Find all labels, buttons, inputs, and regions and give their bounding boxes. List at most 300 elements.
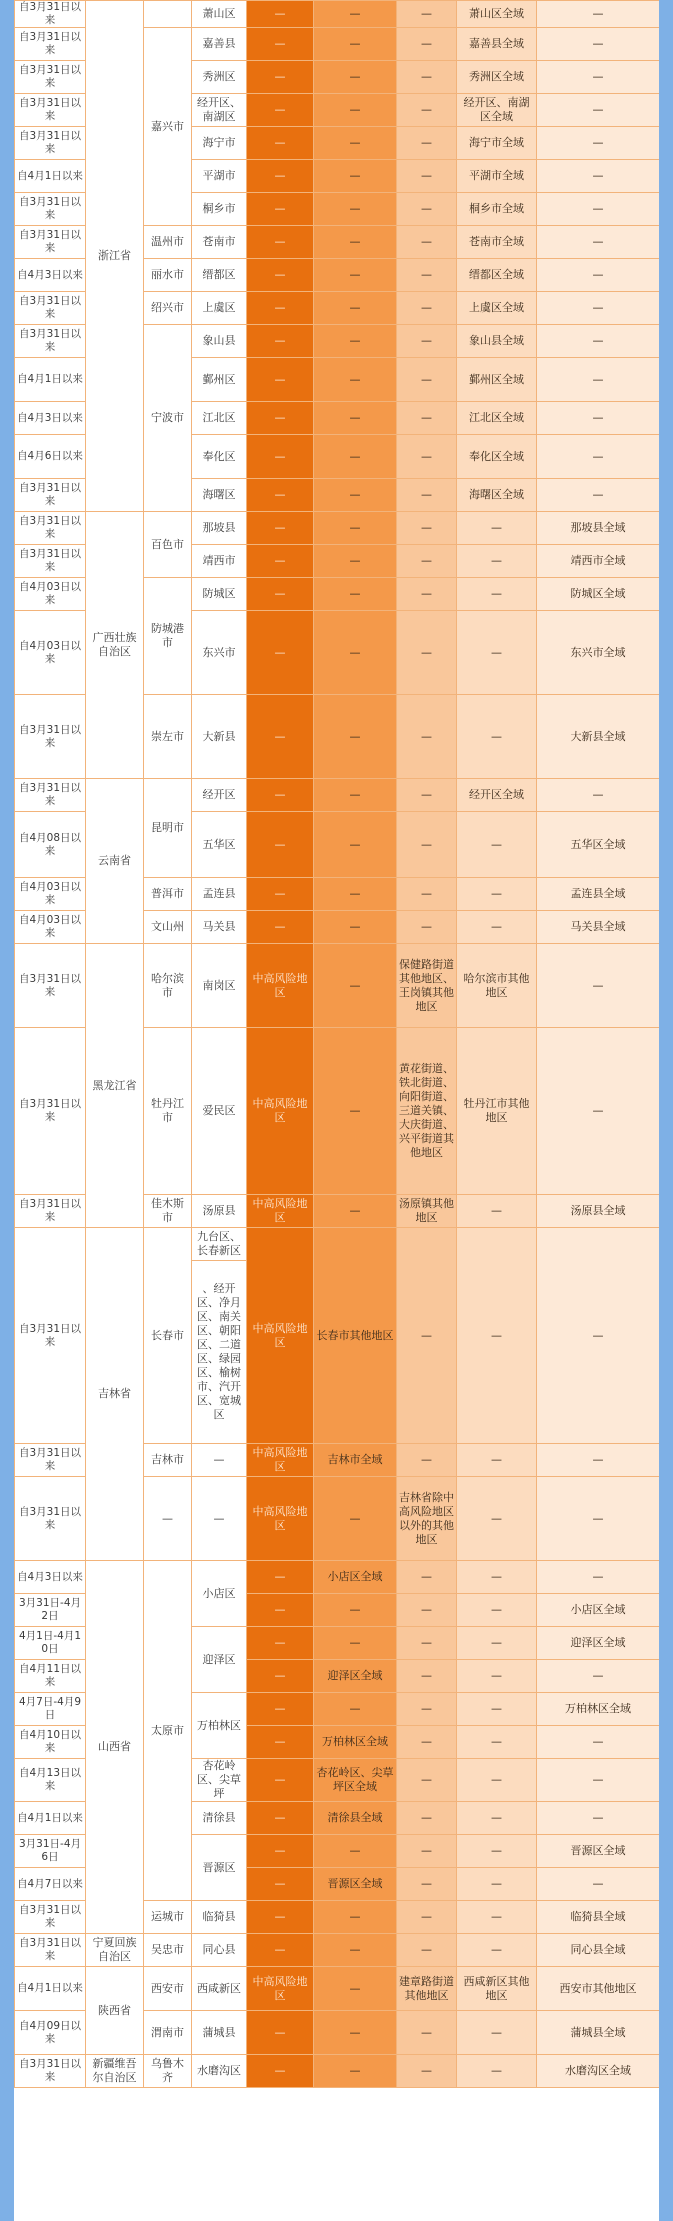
level3-cell: — bbox=[397, 1835, 457, 1868]
time-cell: 自4月7日以来 bbox=[15, 1868, 86, 1901]
level3-cell: — bbox=[397, 1561, 457, 1594]
time-cell: 自3月31日以来 bbox=[15, 2055, 86, 2088]
level2-cell: — bbox=[314, 1594, 397, 1627]
level4-cell: 奉化区全域 bbox=[457, 435, 537, 479]
province-cell: 山西省 bbox=[86, 1561, 144, 1934]
time-cell: 自4月1日以来 bbox=[15, 160, 86, 193]
level2-cell: — bbox=[314, 94, 397, 127]
city-cell: 乌鲁木齐 bbox=[144, 2055, 192, 2088]
level1-cell: 中高风险地区 bbox=[247, 1195, 314, 1228]
level1-cell: — bbox=[247, 193, 314, 226]
time-cell: 自4月13日以来 bbox=[15, 1759, 86, 1802]
district-cell: 西咸新区 bbox=[192, 1967, 247, 2011]
district-cell: 苍南市 bbox=[192, 226, 247, 259]
level2-cell: — bbox=[314, 2011, 397, 2055]
level4-cell: 苍南市全域 bbox=[457, 226, 537, 259]
district-cell: 平湖市 bbox=[192, 160, 247, 193]
level1-cell: 中高风险地区 bbox=[247, 1967, 314, 2011]
level2-cell: — bbox=[314, 512, 397, 545]
level3-cell: — bbox=[397, 28, 457, 61]
district-cell: 江北区 bbox=[192, 402, 247, 435]
level3-cell: — bbox=[397, 1802, 457, 1835]
level5-cell: — bbox=[537, 1726, 660, 1759]
level2-cell: 长春市其他地区 bbox=[314, 1228, 397, 1444]
level5-cell: — bbox=[537, 292, 660, 325]
district-cell: 马关县 bbox=[192, 911, 247, 944]
level1-cell: — bbox=[247, 94, 314, 127]
level1-cell: — bbox=[247, 1693, 314, 1726]
level3-cell: 汤原镇其他地区 bbox=[397, 1195, 457, 1228]
district-cell: 嘉善县 bbox=[192, 28, 247, 61]
level5-cell: — bbox=[537, 61, 660, 94]
level3-cell: — bbox=[397, 1, 457, 28]
district-cell: 上虞区 bbox=[192, 292, 247, 325]
time-cell: 自4月03日以来 bbox=[15, 911, 86, 944]
level3-cell: — bbox=[397, 695, 457, 779]
table-row bbox=[15, 1934, 660, 1967]
district-cell: 蒲城县 bbox=[192, 2011, 247, 2055]
level2-cell: — bbox=[314, 2055, 397, 2088]
district-cell: — bbox=[192, 1477, 247, 1561]
district-cell: 孟连县 bbox=[192, 878, 247, 911]
level5-cell: 蒲城县全域 bbox=[537, 2011, 660, 2055]
level1-cell: — bbox=[247, 878, 314, 911]
time-cell: 4月1日-4月10日 bbox=[15, 1627, 86, 1660]
level4-cell: 象山县全域 bbox=[457, 325, 537, 358]
level3-cell: 吉林省除中高风险地区以外的其他地区 bbox=[397, 1477, 457, 1561]
district-cell: 海宁市 bbox=[192, 127, 247, 160]
time-cell: 自4月3日以来 bbox=[15, 259, 86, 292]
city-cell: 太原市 bbox=[144, 1561, 192, 1901]
level4-cell: 海宁市全域 bbox=[457, 127, 537, 160]
level5-cell: — bbox=[537, 435, 660, 479]
district-cell: 大新县 bbox=[192, 695, 247, 779]
level2-cell: — bbox=[314, 259, 397, 292]
district-cell: 汤原县 bbox=[192, 1195, 247, 1228]
level5-cell: — bbox=[537, 94, 660, 127]
level5-cell: — bbox=[537, 127, 660, 160]
level2-cell: — bbox=[314, 61, 397, 94]
level5-cell: — bbox=[537, 325, 660, 358]
risk-area-table-sheet bbox=[14, 0, 659, 2221]
city-cell: 长春市 bbox=[144, 1228, 192, 1444]
level4-cell: — bbox=[457, 1759, 537, 1802]
level2-cell: 吉林市全域 bbox=[314, 1444, 397, 1477]
level2-cell: — bbox=[314, 1, 397, 28]
level3-cell: — bbox=[397, 193, 457, 226]
level2-cell: — bbox=[314, 1693, 397, 1726]
district-cell: 防城区 bbox=[192, 578, 247, 611]
level3-cell: — bbox=[397, 1934, 457, 1967]
level2-cell: — bbox=[314, 28, 397, 61]
time-cell: 自3月31日以来 bbox=[15, 94, 86, 127]
level2-cell: 晋源区全域 bbox=[314, 1868, 397, 1901]
time-cell: 自3月31日以来 bbox=[15, 1, 86, 28]
time-cell: 自4月6日以来 bbox=[15, 435, 86, 479]
city-cell: 运城市 bbox=[144, 1901, 192, 1934]
level3-cell: — bbox=[397, 1228, 457, 1444]
level1-cell: — bbox=[247, 1934, 314, 1967]
level1-cell: — bbox=[247, 435, 314, 479]
level4-cell: — bbox=[457, 1835, 537, 1868]
level3-cell: — bbox=[397, 435, 457, 479]
level2-cell: — bbox=[314, 1835, 397, 1868]
time-cell: 自3月31日以来 bbox=[15, 1028, 86, 1195]
level2-cell: — bbox=[314, 160, 397, 193]
district-cell: 靖西市 bbox=[192, 545, 247, 578]
level3-cell: — bbox=[397, 1759, 457, 1802]
city-cell: 崇左市 bbox=[144, 695, 192, 779]
level4-cell: — bbox=[457, 512, 537, 545]
level5-cell: — bbox=[537, 779, 660, 812]
level5-cell: 马关县全域 bbox=[537, 911, 660, 944]
level1-cell: — bbox=[247, 479, 314, 512]
level3-cell: — bbox=[397, 545, 457, 578]
time-cell: 自4月09日以来 bbox=[15, 2011, 86, 2055]
level4-cell: 鄞州区全域 bbox=[457, 358, 537, 402]
level4-cell: — bbox=[457, 1901, 537, 1934]
time-cell: 自3月31日以来 bbox=[15, 944, 86, 1028]
level4-cell: — bbox=[457, 1660, 537, 1693]
level3-cell: 建章路街道其他地区 bbox=[397, 1967, 457, 2011]
level5-cell: 汤原县全域 bbox=[537, 1195, 660, 1228]
level3-cell: — bbox=[397, 512, 457, 545]
city-cell: 普洱市 bbox=[144, 878, 192, 911]
province-cell: 新疆维吾尔自治区 bbox=[86, 2055, 144, 2088]
level3-cell: — bbox=[397, 358, 457, 402]
city-cell: 哈尔滨市 bbox=[144, 944, 192, 1028]
district-cell: 缙都区 bbox=[192, 259, 247, 292]
level2-cell: 杏花岭区、尖草坪区全域 bbox=[314, 1759, 397, 1802]
city-cell: 昆明市 bbox=[144, 779, 192, 878]
district-cell: 奉化区 bbox=[192, 435, 247, 479]
city-cell bbox=[144, 1, 192, 28]
district-cell: 水磨沟区 bbox=[192, 2055, 247, 2088]
level3-cell: — bbox=[397, 226, 457, 259]
district-cell: 迎泽区 bbox=[192, 1627, 247, 1693]
level4-cell: — bbox=[457, 1693, 537, 1726]
level2-cell: — bbox=[314, 812, 397, 878]
district-cell: 爱民区 bbox=[192, 1028, 247, 1195]
level4-cell: 秀洲区全域 bbox=[457, 61, 537, 94]
city-cell: 西安市 bbox=[144, 1967, 192, 2011]
level5-cell: — bbox=[537, 1561, 660, 1594]
level5-cell: — bbox=[537, 28, 660, 61]
level3-cell: — bbox=[397, 578, 457, 611]
district-cell: 秀洲区 bbox=[192, 61, 247, 94]
city-cell: 宁波市 bbox=[144, 325, 192, 512]
level3-cell: — bbox=[397, 1444, 457, 1477]
level5-cell: 西安市其他地区 bbox=[537, 1967, 660, 2011]
time-cell: 自4月03日以来 bbox=[15, 578, 86, 611]
level4-cell: — bbox=[457, 578, 537, 611]
time-cell: 自4月1日以来 bbox=[15, 1967, 86, 2011]
level3-cell: — bbox=[397, 259, 457, 292]
level2-cell: — bbox=[314, 545, 397, 578]
table-row bbox=[15, 1561, 660, 1594]
level3-cell: — bbox=[397, 94, 457, 127]
table-row bbox=[15, 1967, 660, 2011]
level1-cell: — bbox=[247, 545, 314, 578]
level1-cell: — bbox=[247, 2011, 314, 2055]
level5-cell: — bbox=[537, 944, 660, 1028]
level1-cell: — bbox=[247, 1726, 314, 1759]
time-cell: 自4月3日以来 bbox=[15, 402, 86, 435]
district-cell: — bbox=[192, 1444, 247, 1477]
level4-cell: 桐乡市全域 bbox=[457, 193, 537, 226]
time-cell: 自4月3日以来 bbox=[15, 1561, 86, 1594]
time-cell: 自3月31日以来 bbox=[15, 292, 86, 325]
level4-cell: 经开区全域 bbox=[457, 779, 537, 812]
district-cell: 万柏林区 bbox=[192, 1693, 247, 1759]
level3-cell: — bbox=[397, 1693, 457, 1726]
level5-cell: — bbox=[537, 1759, 660, 1802]
level5-cell: — bbox=[537, 226, 660, 259]
level5-cell: — bbox=[537, 1477, 660, 1561]
level3-cell: 保健路街道其他地区、王岗镇其他地区 bbox=[397, 944, 457, 1028]
level4-cell: — bbox=[457, 1444, 537, 1477]
table-row bbox=[15, 779, 660, 812]
level2-cell: — bbox=[314, 1934, 397, 1967]
level4-cell: 缙都区全域 bbox=[457, 259, 537, 292]
level5-cell: — bbox=[537, 402, 660, 435]
city-cell: 吉林市 bbox=[144, 1444, 192, 1477]
level5-cell: — bbox=[537, 1028, 660, 1195]
level5-cell: 孟连县全域 bbox=[537, 878, 660, 911]
level4-cell: — bbox=[457, 878, 537, 911]
level4-cell: — bbox=[457, 1195, 537, 1228]
time-cell: 自3月31日以来 bbox=[15, 479, 86, 512]
time-cell: 4月7日-4月9日 bbox=[15, 1693, 86, 1726]
level4-cell: — bbox=[457, 545, 537, 578]
level5-cell: 大新县全域 bbox=[537, 695, 660, 779]
level1-cell: — bbox=[247, 1, 314, 28]
district-cell: 临猗县 bbox=[192, 1901, 247, 1934]
level5-cell: 同心县全域 bbox=[537, 1934, 660, 1967]
district-cell: 小店区 bbox=[192, 1561, 247, 1627]
time-cell: 自3月31日以来 bbox=[15, 325, 86, 358]
time-cell: 自3月31日以来 bbox=[15, 695, 86, 779]
time-cell: 自4月08日以来 bbox=[15, 812, 86, 878]
city-cell: 渭南市 bbox=[144, 2011, 192, 2055]
level4-cell: 上虞区全域 bbox=[457, 292, 537, 325]
province-cell: 陕西省 bbox=[86, 1967, 144, 2055]
time-cell: 自4月03日以来 bbox=[15, 611, 86, 695]
level5-cell: — bbox=[537, 479, 660, 512]
level1-cell: — bbox=[247, 1561, 314, 1594]
level2-cell: — bbox=[314, 127, 397, 160]
level2-cell: — bbox=[314, 325, 397, 358]
district-cell: 海曙区 bbox=[192, 479, 247, 512]
level1-cell: 中高风险地区 bbox=[247, 1028, 314, 1195]
city-cell: 牡丹江市 bbox=[144, 1028, 192, 1195]
time-cell: 3月31日-4月2日 bbox=[15, 1594, 86, 1627]
level5-cell: 靖西市全域 bbox=[537, 545, 660, 578]
district-cell: 经开区 bbox=[192, 779, 247, 812]
level5-cell: — bbox=[537, 1228, 660, 1444]
table-row bbox=[15, 1, 660, 28]
level3-cell: — bbox=[397, 402, 457, 435]
level4-cell: — bbox=[457, 2055, 537, 2088]
level1-cell: — bbox=[247, 358, 314, 402]
level4-cell: 嘉善县全域 bbox=[457, 28, 537, 61]
level2-cell: — bbox=[314, 193, 397, 226]
level2-cell: — bbox=[314, 911, 397, 944]
district-cell: 、经开区、净月区、南关区、朝阳区、二道区、绿园区、榆树市、汽开区、宽城区 bbox=[192, 1261, 247, 1444]
level5-cell: 五华区全域 bbox=[537, 812, 660, 878]
level1-cell: 中高风险地区 bbox=[247, 944, 314, 1028]
risk-area-table bbox=[14, 0, 659, 2088]
time-cell: 自4月1日以来 bbox=[15, 358, 86, 402]
province-cell: 广西壮族自治区 bbox=[86, 512, 144, 779]
district-cell: 清徐县 bbox=[192, 1802, 247, 1835]
level3-cell: — bbox=[397, 2011, 457, 2055]
time-cell: 自3月31日以来 bbox=[15, 1195, 86, 1228]
level4-cell: 萧山区全域 bbox=[457, 1, 537, 28]
level3-cell: — bbox=[397, 325, 457, 358]
level4-cell: — bbox=[457, 1477, 537, 1561]
time-cell: 自3月31日以来 bbox=[15, 545, 86, 578]
level2-cell: — bbox=[314, 779, 397, 812]
district-cell: 五华区 bbox=[192, 812, 247, 878]
time-cell: 自3月31日以来 bbox=[15, 193, 86, 226]
level3-cell: — bbox=[397, 61, 457, 94]
level5-cell: 小店区全域 bbox=[537, 1594, 660, 1627]
level1-cell: 中高风险地区 bbox=[247, 1477, 314, 1561]
level4-cell: — bbox=[457, 812, 537, 878]
time-cell: 自3月31日以来 bbox=[15, 127, 86, 160]
level2-cell: — bbox=[314, 695, 397, 779]
level4-cell: 海曙区全域 bbox=[457, 479, 537, 512]
level1-cell: — bbox=[247, 1759, 314, 1802]
level1-cell: — bbox=[247, 1594, 314, 1627]
level5-cell: 迎泽区全域 bbox=[537, 1627, 660, 1660]
level4-cell: — bbox=[457, 1934, 537, 1967]
city-cell: 百色市 bbox=[144, 512, 192, 578]
table-row bbox=[15, 1228, 660, 1261]
level3-cell: — bbox=[397, 779, 457, 812]
level4-cell: — bbox=[457, 1627, 537, 1660]
level4-cell: 经开区、南湖区全域 bbox=[457, 94, 537, 127]
level5-cell: 临猗县全域 bbox=[537, 1901, 660, 1934]
level4-cell: — bbox=[457, 611, 537, 695]
level5-cell: — bbox=[537, 193, 660, 226]
level1-cell: — bbox=[247, 695, 314, 779]
level1-cell: — bbox=[247, 2055, 314, 2088]
level4-cell: — bbox=[457, 1802, 537, 1835]
time-cell: 3月31日-4月6日 bbox=[15, 1835, 86, 1868]
level4-cell: 平湖市全域 bbox=[457, 160, 537, 193]
time-cell: 自3月31日以来 bbox=[15, 1901, 86, 1934]
time-cell: 自4月10日以来 bbox=[15, 1726, 86, 1759]
level2-cell: 迎泽区全域 bbox=[314, 1660, 397, 1693]
district-cell: 象山县 bbox=[192, 325, 247, 358]
city-cell: 吴忠市 bbox=[144, 1934, 192, 1967]
level1-cell: — bbox=[247, 160, 314, 193]
level2-cell: — bbox=[314, 1477, 397, 1561]
district-cell: 经开区、南湖区 bbox=[192, 94, 247, 127]
district-cell: 萧山区 bbox=[192, 1, 247, 28]
level2-cell: — bbox=[314, 402, 397, 435]
level4-cell: 牡丹江市其他地区 bbox=[457, 1028, 537, 1195]
province-cell: 吉林省 bbox=[86, 1228, 144, 1561]
level3-cell: — bbox=[397, 911, 457, 944]
level5-cell: — bbox=[537, 1, 660, 28]
time-cell: 自3月31日以来 bbox=[15, 28, 86, 61]
level2-cell: 清徐县全域 bbox=[314, 1802, 397, 1835]
level1-cell: — bbox=[247, 512, 314, 545]
level1-cell: — bbox=[247, 1868, 314, 1901]
level4-cell: — bbox=[457, 695, 537, 779]
level3-cell: — bbox=[397, 611, 457, 695]
level2-cell: — bbox=[314, 878, 397, 911]
level1-cell: 中高风险地区 bbox=[247, 1444, 314, 1477]
time-cell: 自3月31日以来 bbox=[15, 1477, 86, 1561]
district-cell: 东兴市 bbox=[192, 611, 247, 695]
time-cell: 自3月31日以来 bbox=[15, 226, 86, 259]
city-cell: 嘉兴市 bbox=[144, 28, 192, 226]
level1-cell: — bbox=[247, 1627, 314, 1660]
time-cell: 自4月03日以来 bbox=[15, 878, 86, 911]
level2-cell: — bbox=[314, 358, 397, 402]
level3-cell: — bbox=[397, 1594, 457, 1627]
level5-cell: — bbox=[537, 1660, 660, 1693]
district-cell: 那坡县 bbox=[192, 512, 247, 545]
level5-cell: — bbox=[537, 1802, 660, 1835]
level2-cell: — bbox=[314, 1627, 397, 1660]
level2-cell: — bbox=[314, 578, 397, 611]
city-cell: 绍兴市 bbox=[144, 292, 192, 325]
level2-cell: — bbox=[314, 226, 397, 259]
level5-cell: — bbox=[537, 160, 660, 193]
level4-cell: — bbox=[457, 911, 537, 944]
time-cell: 自4月1日以来 bbox=[15, 1802, 86, 1835]
level3-cell: — bbox=[397, 160, 457, 193]
level2-cell: — bbox=[314, 435, 397, 479]
level5-cell: 万柏林区全域 bbox=[537, 1693, 660, 1726]
level1-cell: — bbox=[247, 779, 314, 812]
time-cell: 自3月31日以来 bbox=[15, 61, 86, 94]
level4-cell: — bbox=[457, 1726, 537, 1759]
level3-cell: — bbox=[397, 1901, 457, 1934]
level5-cell: 防城区全域 bbox=[537, 578, 660, 611]
level1-cell: — bbox=[247, 292, 314, 325]
district-cell: 九台区、长春新区 bbox=[192, 1228, 247, 1261]
level1-cell: — bbox=[247, 259, 314, 292]
level5-cell: — bbox=[537, 358, 660, 402]
time-cell: 自3月31日以来 bbox=[15, 1934, 86, 1967]
level1-cell: — bbox=[247, 127, 314, 160]
level2-cell: — bbox=[314, 1967, 397, 2011]
time-cell: 自3月31日以来 bbox=[15, 779, 86, 812]
level5-cell: — bbox=[537, 1444, 660, 1477]
time-cell: 自3月31日以来 bbox=[15, 1444, 86, 1477]
level1-cell: — bbox=[247, 226, 314, 259]
level4-cell: — bbox=[457, 2011, 537, 2055]
time-cell: 自3月31日以来 bbox=[15, 512, 86, 545]
level5-cell: 晋源区全域 bbox=[537, 1835, 660, 1868]
level5-cell: — bbox=[537, 259, 660, 292]
district-cell: 南岗区 bbox=[192, 944, 247, 1028]
level4-cell: — bbox=[457, 1228, 537, 1444]
province-cell: 黑龙江省 bbox=[86, 944, 144, 1228]
level3-cell: — bbox=[397, 1726, 457, 1759]
province-cell: 云南省 bbox=[86, 779, 144, 944]
level5-cell: 那坡县全域 bbox=[537, 512, 660, 545]
level1-cell: — bbox=[247, 402, 314, 435]
level3-cell: — bbox=[397, 1627, 457, 1660]
district-cell: 鄞州区 bbox=[192, 358, 247, 402]
